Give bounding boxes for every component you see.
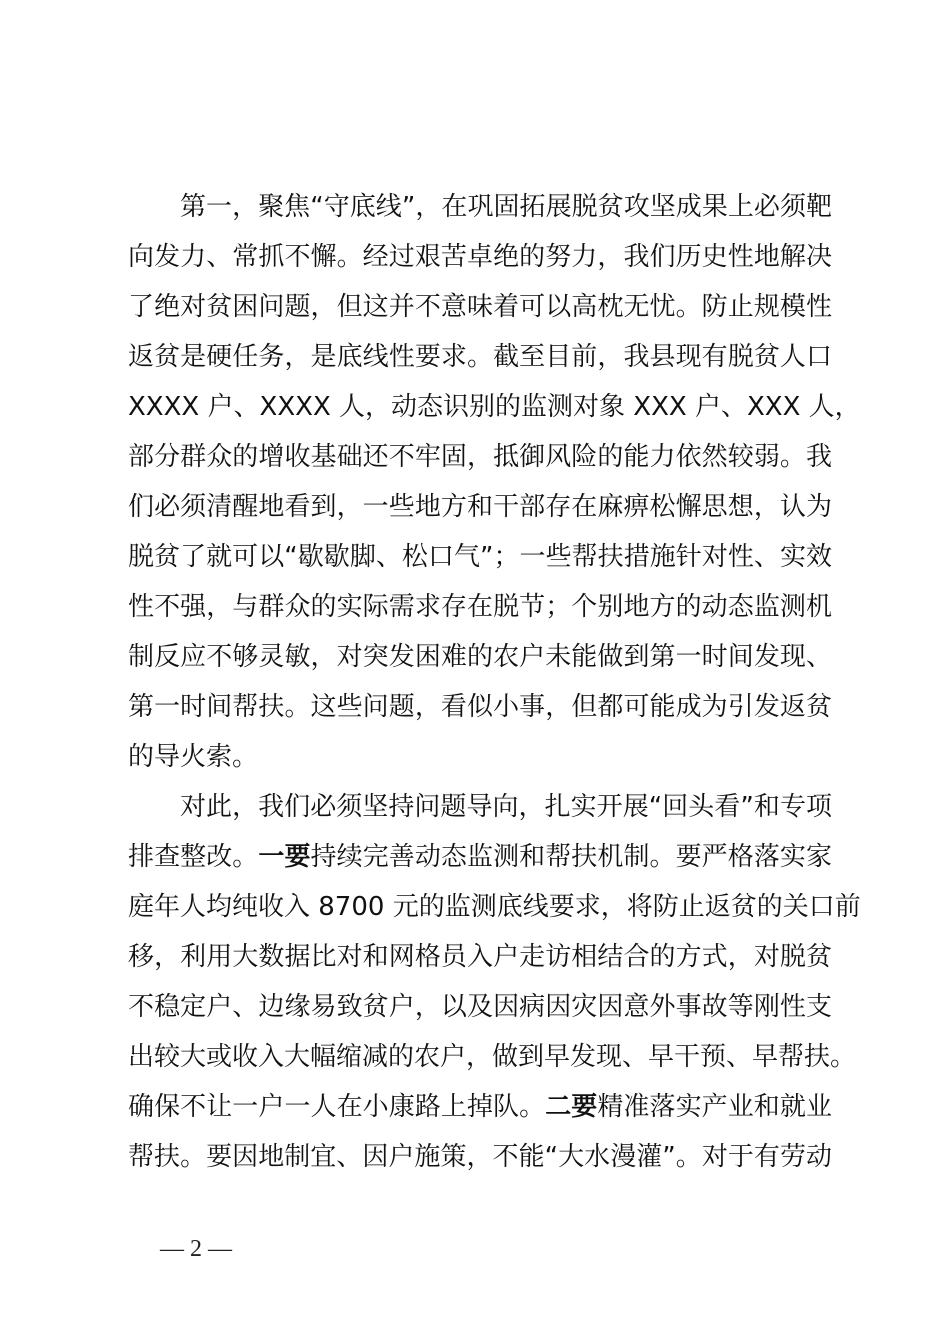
text-segment: 了绝对贫困问题，但这并不意味着可以高枕无忧。防止规模性 — [128, 292, 832, 322]
paragraph — [128, 782, 861, 1182]
text-line — [128, 232, 832, 282]
text-line — [128, 782, 832, 832]
text-segment: 第一，聚焦“守底线”，在巩固拓展脱贫攻坚成果上必须靶 — [180, 192, 832, 222]
text-segment: 制反应不够灵敏，对突发困难的农户未能做到第一时间发现、 — [128, 642, 832, 672]
text-line — [128, 632, 832, 682]
text-segment: 第一时间帮扶。这些问题，看似小事，但都可能成为引发返贫 — [128, 692, 832, 722]
text-line — [128, 682, 832, 732]
text-segment: 向发力、常抓不懈。经过艰苦卓绝的努力，我们历史性地解决 — [128, 242, 832, 272]
text-line — [128, 582, 832, 632]
text-segment: XXXX 户、XXXX 人，动态识别的监测对象 XXX 户、XXX 人， — [128, 392, 861, 422]
bold-keyword: 一要 — [258, 842, 311, 872]
text-segment: 部分群众的增收基础还不牢固，抵御风险的能力依然较弱。我 — [128, 442, 832, 472]
text-segment: 脱贫了就可以“歇歇脚、松口气”；一些帮扶措施针对性、实效 — [128, 542, 832, 572]
text-line — [128, 932, 832, 982]
text-segment: 帮扶。要因地制宜、因户施策，不能“大水漫灌”。对于有劳动 — [128, 1142, 832, 1172]
page-number: — 2 — — [160, 1236, 232, 1262]
text-segment: 不稳定户、边缘易致贫户，以及因病因灾因意外事故等刚性支 — [128, 992, 832, 1022]
text-line — [128, 1082, 832, 1132]
text-segment: 出较大或收入大幅缩减的农户，做到早发现、早干预、早帮扶。 — [128, 1042, 857, 1072]
text-segment: 们必须清醒地看到，一些地方和干部存在麻痹松懈思想，认为 — [128, 492, 832, 522]
text-line — [128, 882, 861, 932]
body-text — [128, 182, 861, 1182]
text-segment: 返贫是硬任务，是底线性要求。截至目前，我县现有脱贫人口 — [128, 342, 832, 372]
text-line — [128, 332, 832, 382]
text-segment: 确保不让一户一人在小康路上掉队。 — [128, 1092, 546, 1122]
text-segment: 对此，我们必须坚持问题导向，扎实开展“回头看”和专项 — [180, 792, 832, 822]
bold-keyword: 二要 — [545, 1092, 598, 1122]
text-line — [128, 382, 861, 432]
text-line — [128, 832, 832, 882]
text-segment: 持续完善动态监测和帮扶机制。要严格落实家 — [310, 842, 832, 872]
text-line — [128, 282, 832, 332]
text-line — [128, 532, 832, 582]
text-line — [128, 482, 832, 532]
text-segment: 庭年人均纯收入 8700 元的监测底线要求，将防止返贫的关口前 — [128, 892, 861, 922]
text-line — [128, 432, 832, 482]
text-segment: 的导火索。 — [128, 742, 259, 772]
text-line — [128, 1032, 857, 1082]
text-line — [128, 982, 832, 1032]
text-segment: 精准落实产业和就业 — [597, 1092, 832, 1122]
text-segment: 性不强，与群众的实际需求存在脱节；个别地方的动态监测机 — [128, 592, 832, 622]
text-segment: 排查整改。 — [128, 842, 259, 872]
text-segment: 移，利用大数据比对和网格员入户走访相结合的方式，对脱贫 — [128, 942, 832, 972]
text-line — [128, 732, 832, 782]
text-line — [128, 1132, 832, 1182]
text-line — [128, 182, 832, 232]
paragraph — [128, 182, 861, 782]
